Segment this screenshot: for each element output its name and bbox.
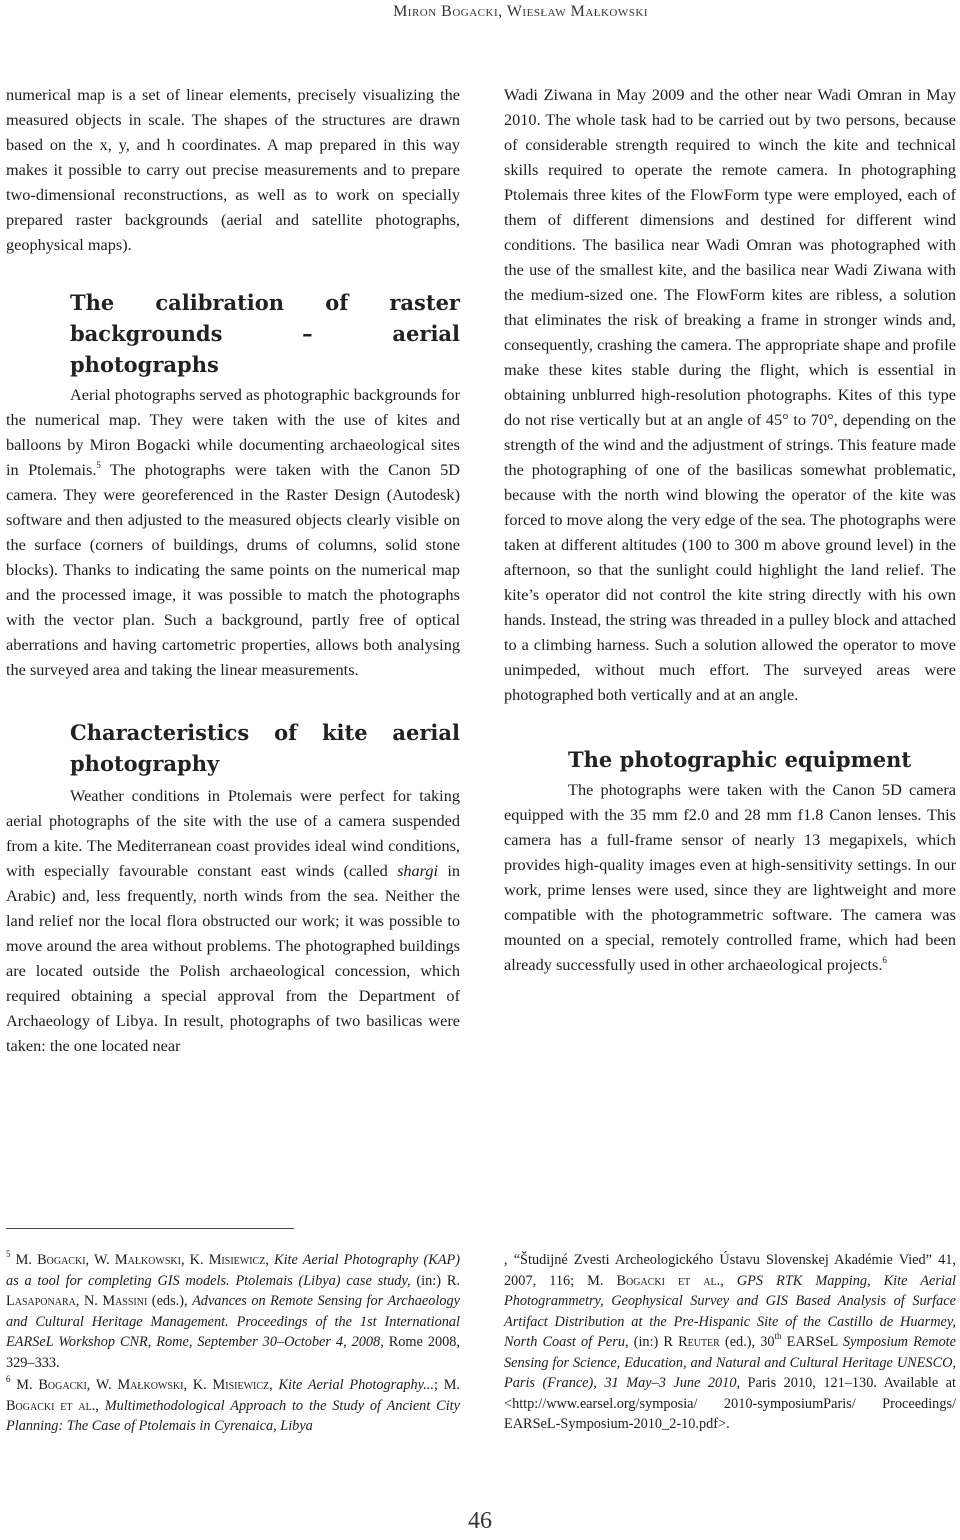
footnote-text: , “Študijné Zvesti Archeologického Ústavu Slovenskej Akadémie Vied” 41, 2007, 116; [504,1252,956,1289]
footnote-text: ; [433,1377,444,1393]
paragraph-text: The photographs were taken with the Canon 5D camera equipped with the 35 mm f2.0 and 28 mm f1.8 Canon lenses. This camera has a full-frame sensor of nearly 13 megapixels, which provides high-quality images even at high-sensitivity settings. In our work, prime lenses were used, since they are lightweight and more compatible with the photogrammetric software. The camera was mounted on a special, remotely controlled frame, which had been already successfully used in other archaeological projects. [504,780,956,974]
paragraph-text: Aerial photographs served as photographic backgrounds for the numerical map. They were taken with the use of kites and balloons by Miron Bogacki while documenting archaeological sites in Ptolemais. [6,385,460,479]
footnote-authors: M. Bogacki, W. Małkowski, K. Misiewicz, [16,1377,273,1393]
footnote-title: GPS RTK Mapping, Kite Aerial Photogrammetry, Geophysical Survey and GIS Based Analysis of Surface Artifact Distribution at the Pre-Hispanic Site of the Castillo de Huarmey, North Coast of Peru [504,1272,956,1350]
paragraph [504,777,956,977]
footnote-text: EARSeL [781,1334,843,1350]
section-heading-kite-photography: Characteristics of kite aerial photography [70,720,460,776]
footnote-authors: M. Bogacki et al. [587,1272,721,1289]
footnote-text: (in:) [410,1272,447,1289]
left-column [6,82,460,1058]
footnote-ref-6[interactable]: 6 [882,955,887,965]
footnote-text: , [720,1272,737,1289]
footnote-text: (eds.), [147,1293,193,1309]
paragraph-text: The photographs were taken with the Canon 5D camera. They were georeferenced in the Raster Design (Autodesk) software and then adjusted to the measured objects clearly visible on the surface (corners of buildings, drums of columns, solid stone blocks). Thanks to indicating the same points on the numerical map and the processed image, it was possible to match the photographs with the vector plan. Such a background, partly free of optical aberrations and having cartometric properties, allows both analysing the surveyed area and taking the linear measurements. [6,460,460,679]
footnote-title: Kite Aerial Photography... [272,1377,434,1393]
footnote-6 [6,1375,460,1437]
footnote-title: Kite Aerial Photography (KAP) as a tool for completing GIS models. Ptolemais (Libya) case study, [6,1252,460,1289]
footnote-ordinal: th [774,1331,782,1341]
footnote-link-text[interactable]: , Paris 2010, 121–130. Available at <http://www.earsel.org/symposia/ 2010-symposiumParis/ Proceedings/ EARSeL-Symposium-2010_2-10.pdf>. [504,1375,956,1432]
footnote-text: (ed.), 30 [719,1334,775,1350]
paragraph-text: Weather conditions in Ptolemais were perfect for taking aerial photographs of the site with the use of a camera suspended from a kite. The Mediterranean coast provides ideal wind conditions, with especially favourable constant east winds (called [6,786,460,880]
footnote-text: , (in:) [625,1334,664,1350]
footnote-text: , [95,1397,105,1414]
footnotes-left [6,1250,460,1439]
footnote-editors: R. Lasaponara, N. Massini [6,1272,460,1309]
paragraph-text: in Arabic) and, less frequently, north winds from the sea. Neither the land relief nor the local flora obstructed our work; it was possible to move around the area without problems. The photographed buildings are located outside the Polish archaeological concession, which required obtaining a special approval from the Department of Archaeology of Libya. In result, photographs of two basilicas were taken: the one located near [6,861,460,1055]
paragraph: numerical map is a set of linear elements, precisely visualizing the measured objects in scale. The shapes of the structures are drawn based on the x, y, and h coordinates. A map prepared in this way makes it possible to carry out precise measurements and to prepare two-dimensional reconstructions, as well as to work on specially prepared raster backgrounds (aerial and satellite photographs, geophysical maps). [6,85,460,254]
right-column [504,82,956,977]
footnote-book-title: Symposium Remote Sensing for Science, Education, and Natural and Cultural Heritage UNESCO, Paris (France), 31 May–3 June 2010 [504,1334,956,1391]
italic-term: shargi [397,861,439,880]
paragraph: Wadi Ziwana in May 2009 and the other near Wadi Omran in May 2010. The whole task had to be carried out by two persons, because of considerable strength required to winch the kite and technical skills required to operate the remote camera. In photographing Ptolemais three kites of the FlowForm type were employed, each of them of different dimensions and destined for different wind conditions. The basilica near Wadi Omran was photographed with the use of the smallest kite, and the basilica near Wadi Ziwana with the medium-sized one. The FlowForm kites are ribless, a solution that eliminates the risk of breaking a frame in stronger winds and, consequently, crashing the camera. The appropriate shape and profile make these kites stable during the flight, which is essential in obtaining unblurred high-resolution photographs. Kites of this type do not rise vertically but at an angle of 45° to 70°, depending on the strength of the wind and the adjustment of strings. This feature made the photographing of one of the basilicas somewhat problematic, because with the north wind blowing the operator of the kite was forced to move along the very edge of the sea. The photographs were taken at different altitudes (100 to 300 m above ground level) in the afternoon, so that the sunlight could highlight the land relief. The kite’s operator did not control the kite string directly with his own hands. Instead, the string was threaded in a pulley block and attached to a climbing harness. Such a solution allowed the operator to move unimpeded, without much effort. The surveyed areas were photographed both vertically and at an angle. [504,85,956,704]
footnote-text: , Rome 2008, 329–333. [6,1334,461,1371]
footnote-5 [6,1250,460,1373]
footnote-authors: M. Bogacki et al. [6,1377,461,1414]
paragraph [6,382,460,682]
footnote-editors: R Reuter [663,1334,720,1350]
footnote-number: 5 [6,1249,11,1259]
paragraph [6,783,460,1058]
footnote-ref-5[interactable]: 5 [96,460,101,470]
footnote-divider [6,1228,294,1229]
footnote-6-continued [504,1250,956,1435]
footnote-book-title: Advances on Remote Sensing for Archaeology and Cultural Heritage Management. Proceedings of the 1st International EARSeL Workshop CNR, Rome, September 30–October 4, 2008 [6,1293,460,1350]
section-heading-calibration: The calibration of raster backgrounds – aerial photographs [70,290,460,377]
running-header [248,0,648,29]
header-authors: Miron Bogacki, Wiesław Małkowski [393,3,648,20]
page-number: 46 [468,1508,492,1534]
footnote-authors: M. Bogacki, W. Małkowski, K. Misiewicz, [15,1252,269,1268]
footnotes-right [504,1250,956,1437]
footnote-number: 6 [6,1374,11,1384]
section-heading-equipment: The photographic equipment [568,747,912,772]
footnote-title: Multimethodological Approach to the Study of Ancient City Planning: The Case of Ptolemais in Cyrenaica, Libya [6,1397,460,1434]
